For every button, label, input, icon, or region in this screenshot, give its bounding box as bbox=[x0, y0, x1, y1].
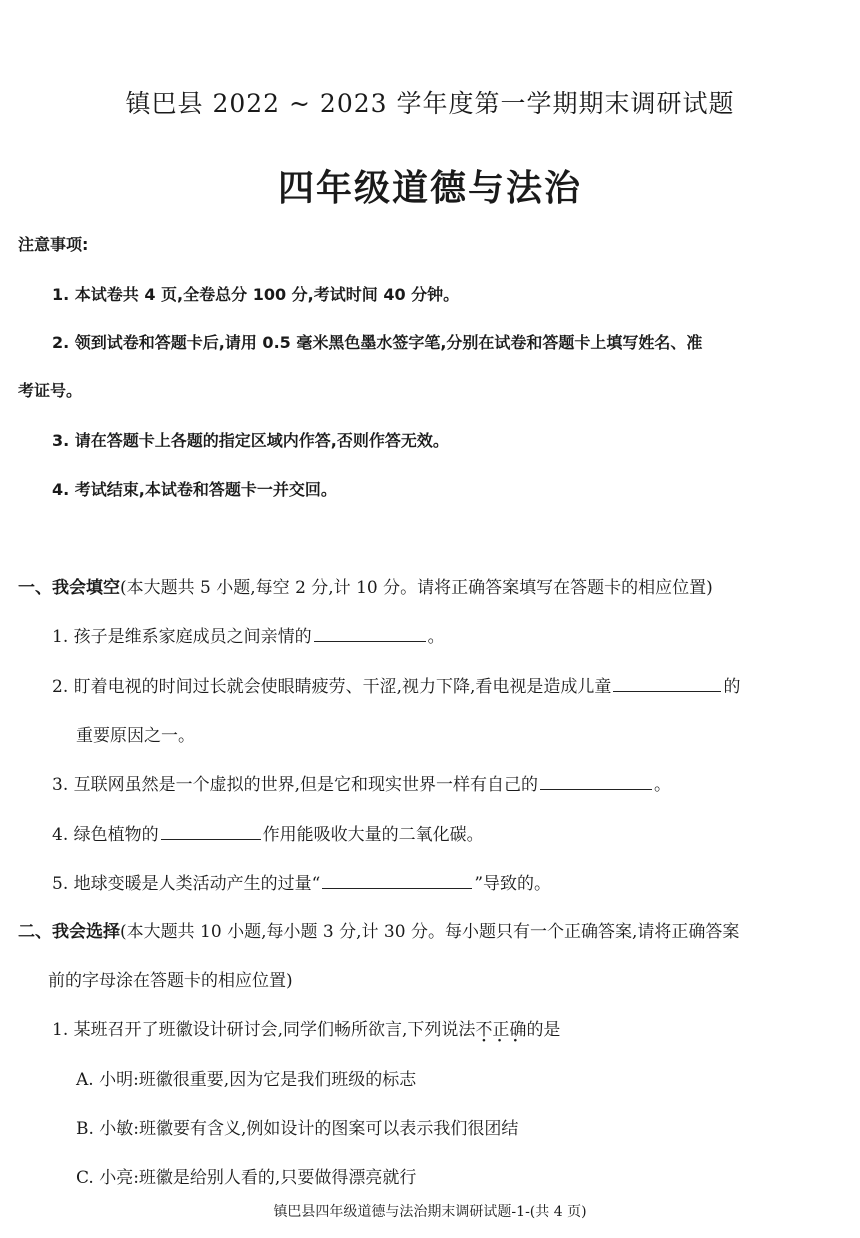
page-footer: 镇巴县四年级道德与法治期末调研试题-1-(共 4 页) bbox=[273, 1204, 587, 1220]
section-1-instructions: (本大题共 5 小题,每空 2 分,计 10 分。请将正确答案填写在答题卡的相应位置) bbox=[120, 578, 713, 598]
question-text: 4. 绿色植物的 bbox=[52, 825, 159, 845]
choice-option-b: B. 小敏:班徽要有含义,例如设计的图案可以表示我们很团结 bbox=[76, 1119, 519, 1139]
fill-question-2 bbox=[52, 672, 740, 697]
emphasis-text: 不正确 · · · bbox=[475, 1015, 526, 1040]
note-item: 考证号。 bbox=[18, 381, 83, 400]
answer-blank bbox=[322, 870, 472, 889]
question-text: 1. 孩子是维系家庭成员之间亲情的 bbox=[52, 627, 312, 647]
fill-question-1 bbox=[52, 622, 445, 647]
section-2-heading bbox=[18, 917, 739, 942]
section-1-title: 一、我会填空 bbox=[18, 578, 120, 598]
section-1-heading bbox=[18, 573, 713, 598]
section-2-title: 二、我会选择 bbox=[18, 922, 120, 942]
note-item: 3. 请在答题卡上各题的指定区域内作答,否则作答无效。 bbox=[52, 431, 449, 450]
fill-question-5 bbox=[52, 869, 551, 894]
answer-blank bbox=[314, 623, 426, 642]
question-text: 作用能吸收大量的二氧化碳。 bbox=[262, 825, 484, 845]
answer-blank bbox=[161, 821, 261, 840]
subject-title: 四年级道德与法治 bbox=[277, 168, 582, 209]
section-2-instructions-cont: 前的字母涂在答题卡的相应位置) bbox=[48, 971, 293, 991]
question-text: 1. 某班召开了班徽设计研讨会,同学们畅所欲言,下列说法 bbox=[52, 1020, 476, 1040]
question-text: 3. 互联网虽然是一个虚拟的世界,但是它和现实世界一样有自己的 bbox=[52, 775, 539, 795]
choice-question-1 bbox=[52, 1015, 560, 1040]
question-text: ”导致的。 bbox=[474, 874, 552, 894]
note-item: 4. 考试结束,本试卷和答题卡一并交回。 bbox=[52, 480, 337, 499]
question-text: 。 bbox=[654, 775, 672, 795]
answer-blank bbox=[540, 771, 652, 790]
question-text: 5. 地球变暖是人类活动产生的过量“ bbox=[52, 874, 321, 894]
question-text: 2. 盯着电视的时间过长就会使眼睛疲劳、干涩,视力下降,看电视是造成儿童 bbox=[52, 677, 612, 697]
section-2-instructions: (本大题共 10 小题,每小题 3 分,计 30 分。每小题只有一个正确答案,请将正确答案 bbox=[120, 922, 740, 942]
note-item: 2. 领到试卷和答题卡后,请用 0.5 毫米黑色墨水签字笔,分别在试卷和答题卡上填写姓名、准 bbox=[52, 333, 703, 352]
question-text: 的 bbox=[723, 677, 741, 697]
fill-question-4 bbox=[52, 820, 484, 845]
exam-header-title: 镇巴县 2022 ~ 2023 学年度第一学期期末调研试题 bbox=[125, 89, 735, 118]
question-text: 的是 bbox=[526, 1020, 561, 1040]
notes-heading: 注意事项: bbox=[18, 235, 89, 254]
answer-blank bbox=[613, 673, 721, 692]
note-item: 1. 本试卷共 4 页,全卷总分 100 分,考试时间 40 分钟。 bbox=[52, 285, 460, 304]
question-text: 。 bbox=[427, 627, 445, 647]
choice-option-a: A. 小明:班徽很重要,因为它是我们班级的标志 bbox=[76, 1070, 417, 1090]
fill-question-3 bbox=[52, 770, 671, 795]
fill-question-2-cont: 重要原因之一。 bbox=[76, 726, 195, 746]
choice-option-c: C. 小亮:班徽是给别人看的,只要做得漂亮就行 bbox=[76, 1168, 417, 1188]
